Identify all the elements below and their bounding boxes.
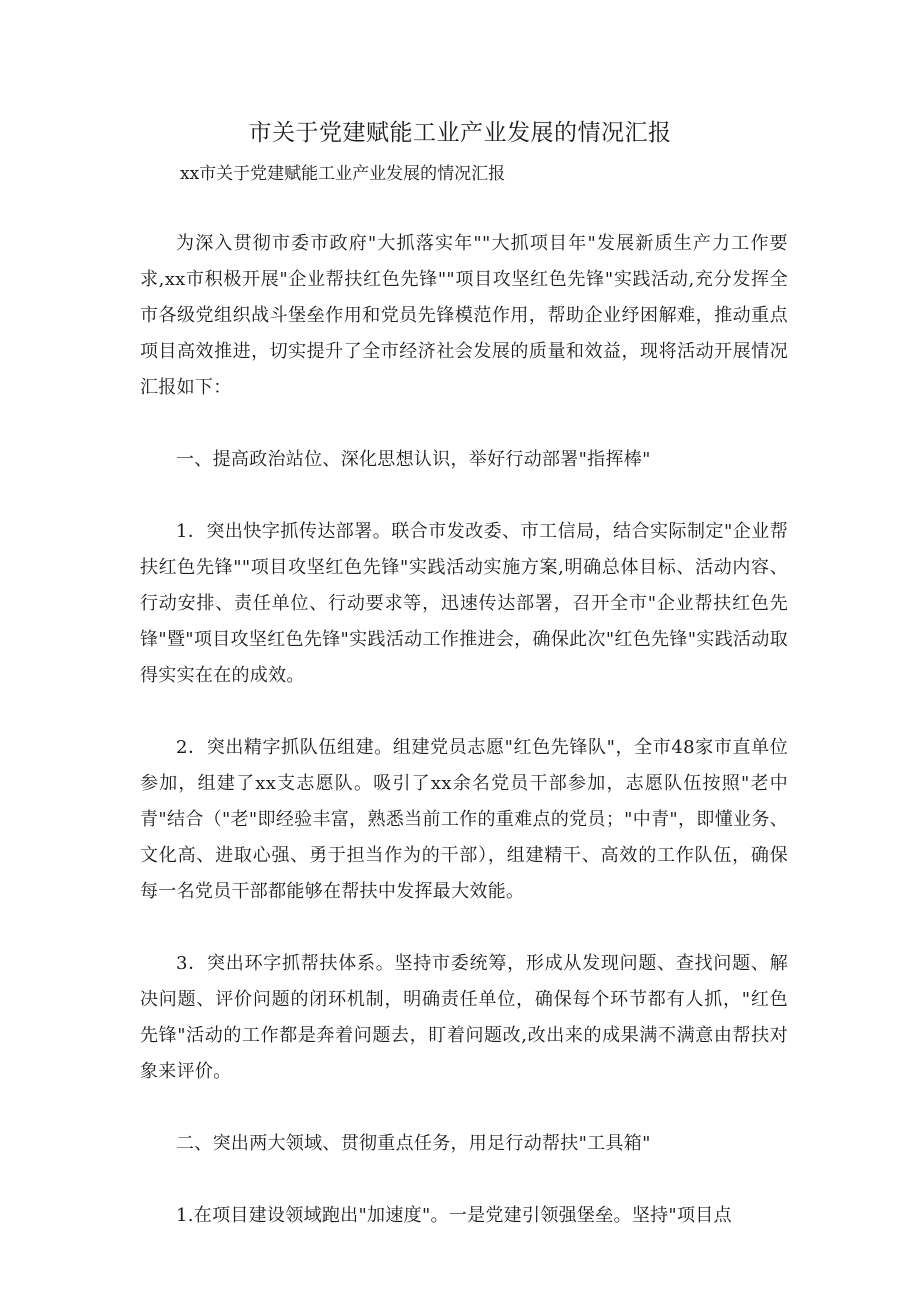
document-subtitle: xx市关于党建赋能工业产业发展的情况汇报	[180, 164, 506, 184]
paragraph-item-2: 2．突出精字抓队伍组建。组建党员志愿"红色先锋队"，全市48家市直单位参加，组建了xx支志愿队。吸引了xx余名党员干部参加，志愿队伍按照"老中青"结合（"老"即经验丰富，熟悉当前工作的重难点的党员；"中青"，即懂业务、文化高、进取心强、勇于担当作为的干部），组建精干、高效的工作队伍，确保每一名党员干部都能够在帮扶中发挥最大效能。	[140, 737, 788, 902]
paragraph-item-3: 3．突出环字抓帮扶体系。坚持市委统筹，形成从发现问题、查找问题、解决问题、评价问题的闭环机制，明确责任单位，确保每个环节都有人抓，"红色先锋"活动的工作都是奔着问题去，盯着问题改,改出来的成果满不满意由帮扶对象来评价。	[140, 953, 788, 1082]
section-heading-2: 二、突出两大领域、贯彻重点任务，用足行动帮扶"工具箱"	[176, 1133, 651, 1154]
paragraph-item-4: 1.在项目建设领域跑出"加速度"。一是党建引领强堡垒。坚持"项目点	[176, 1205, 732, 1226]
document-body	[140, 226, 788, 1270]
intro-paragraph: 为深入贯彻市委市政府"大抓落实年""大抓项目年"发展新质生产力工作要求,xx市积极开展"企业帮扶红色先锋""项目攻坚红色先锋"实践活动,充分发挥全市各级党组织战斗堡垒作用和党员先锋模范作用，帮助企业纾困解难，推动重点项目高效推进，切实提升了全市经济社会发展的质量和效益，现将活动开展情况汇报如下：	[140, 233, 788, 398]
document-title: 市关于党建赋能工业产业发展的情况汇报	[248, 120, 672, 146]
section-heading-1: 一、提高政治站位、深化思想认识，举好行动部署"指挥棒"	[176, 449, 651, 470]
paragraph-item-1: 1．突出快字抓传达部署。联合市发改委、市工信局，结合实际制定"企业帮扶红色先锋""项目攻坚红色先锋"实践活动实施方案,明确总体目标、活动内容、行动安排、责任单位、行动要求等，迅速传达部署，召开全市"企业帮扶红色先锋"暨"项目攻坚红色先锋"实践活动工作推进会，确保此次"红色先锋"实践活动取得实实在在的成效。	[140, 521, 788, 686]
